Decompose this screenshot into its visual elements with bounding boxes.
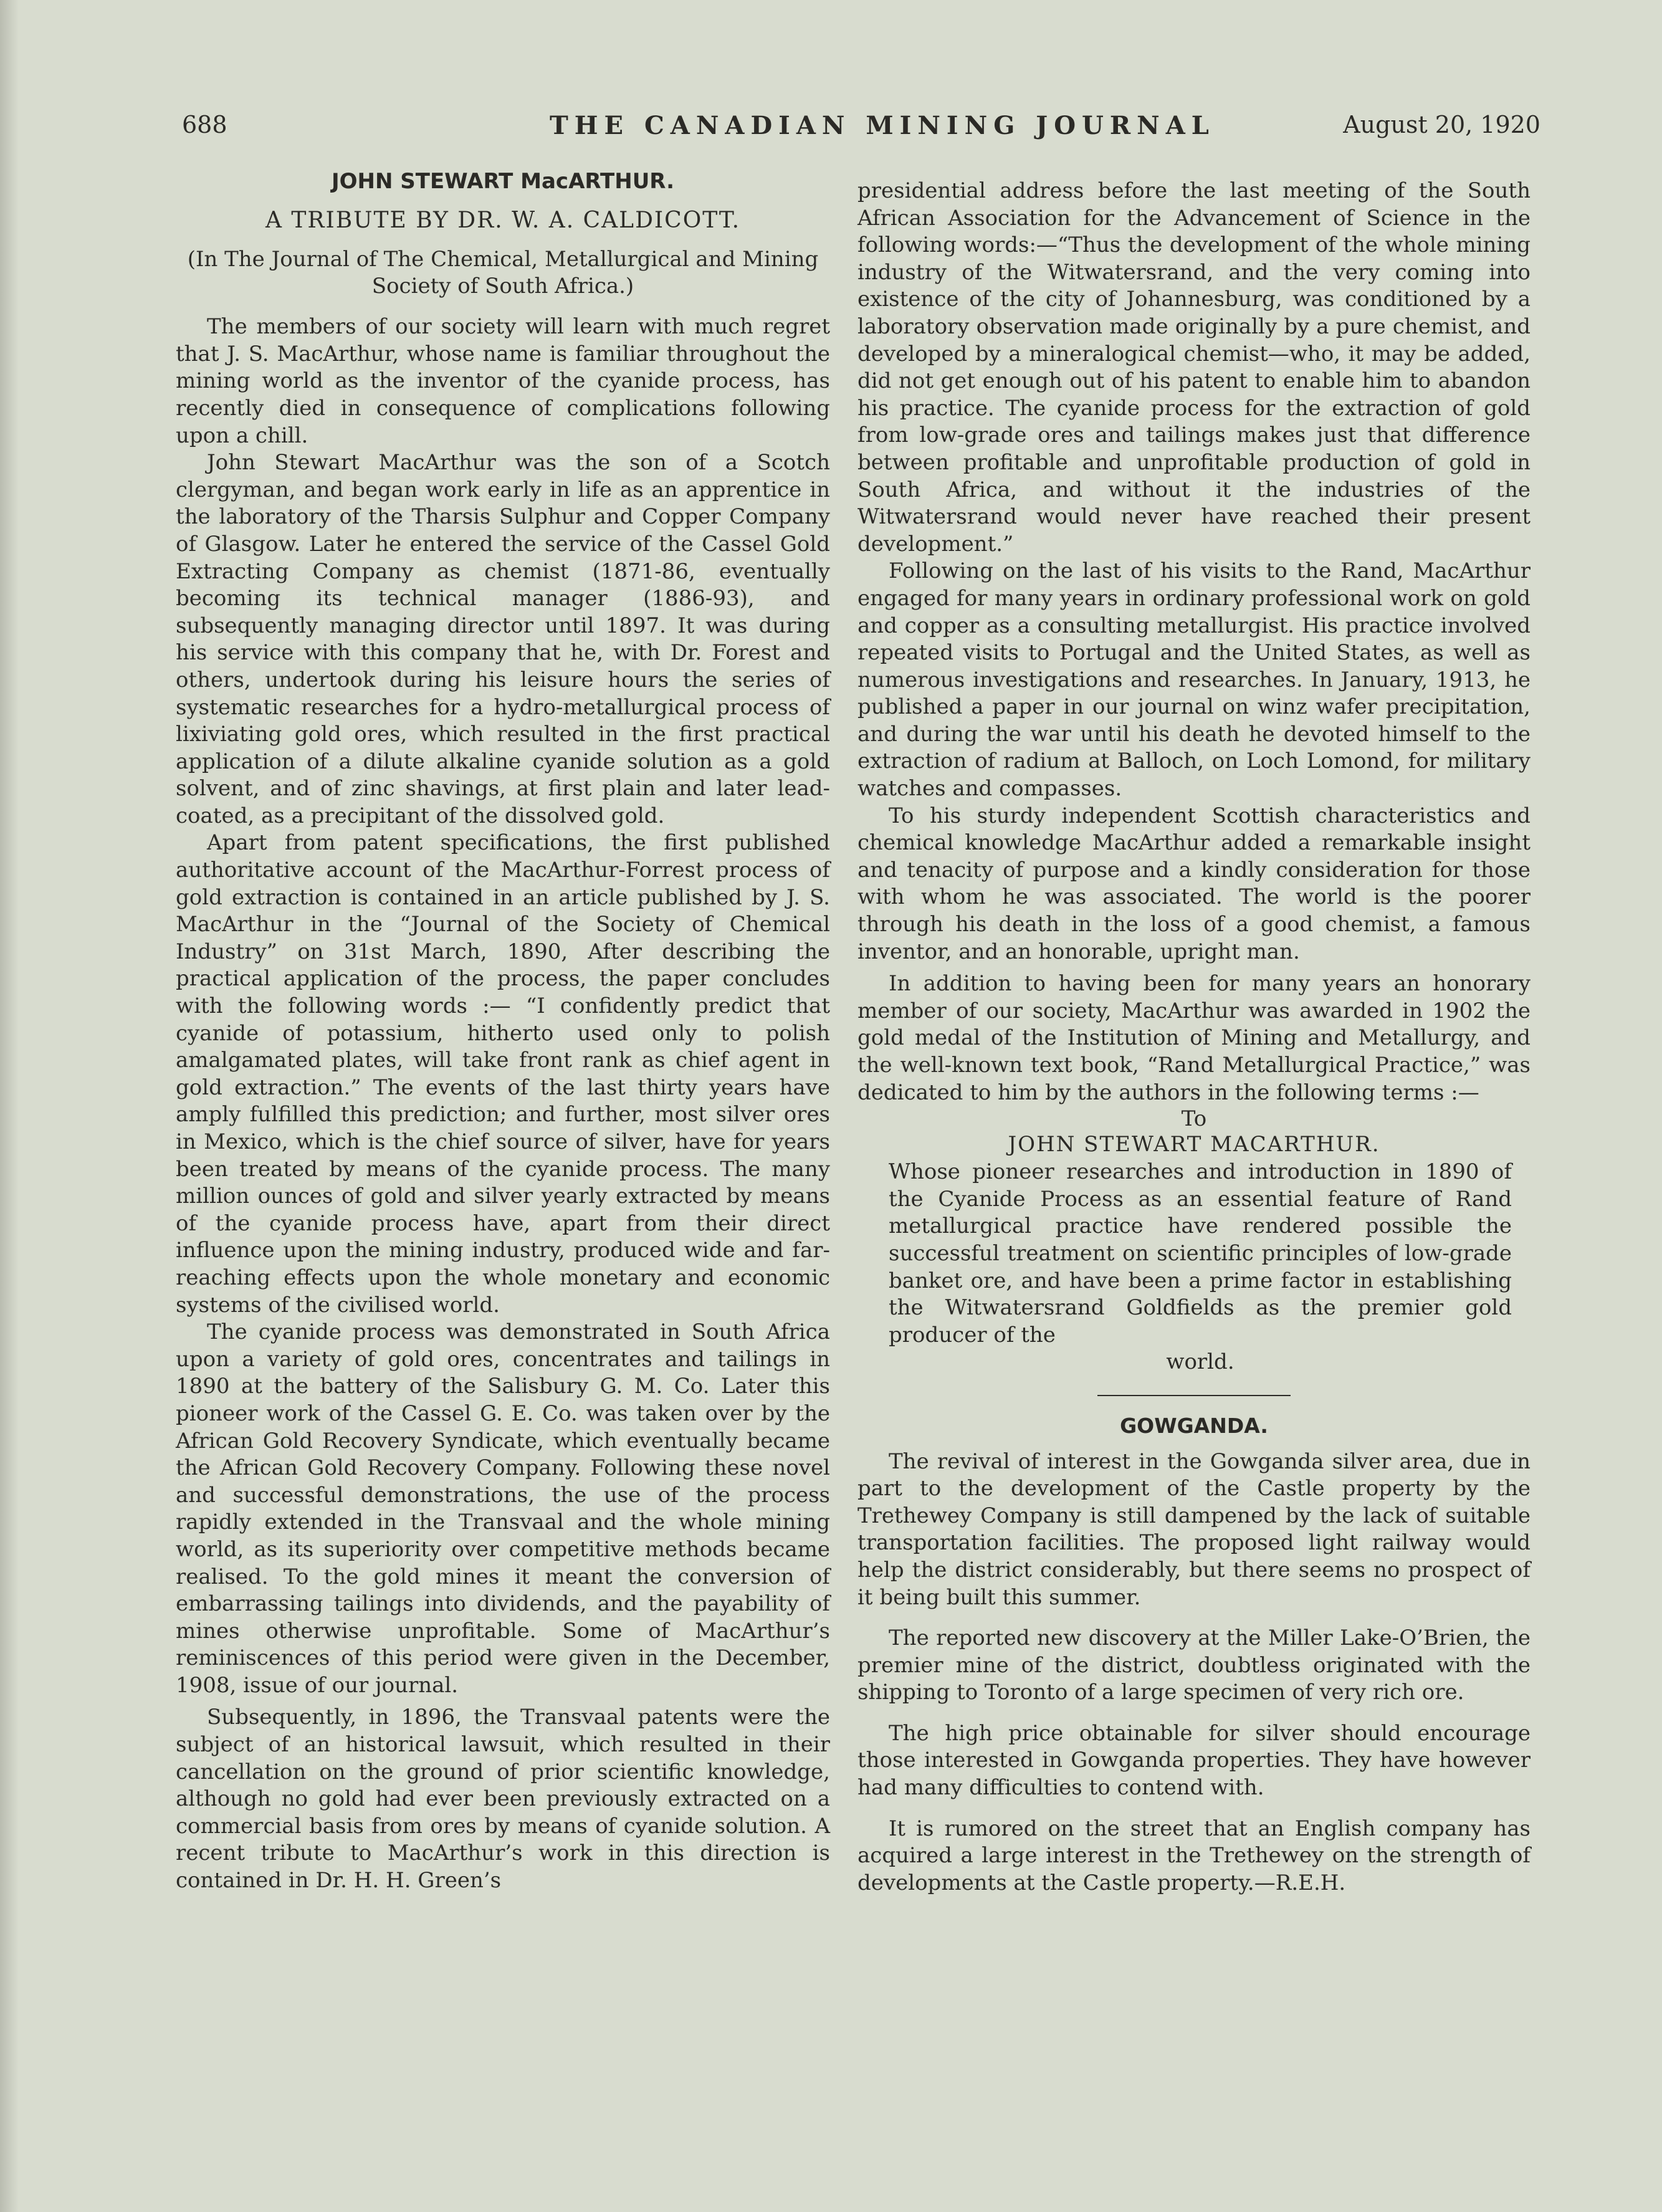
- paragraph: In addition to having been for many years an honorary member of our society, MacArthur was awarded in 1902 the gold medal of the Institution of Mining and Metallurgy, and the well-known text book, “Rand Metallurgical Practice,” was dedicated to him by the authors in the following terms :—: [857, 971, 1531, 1105]
- article-subtitle: A TRIBUTE BY DR. W. A. CALDICOTT.: [265, 207, 741, 233]
- dedication-body: Whose pioneer researches and introduction in 1890 of the Cyanide Process as an essential feature of Rand metallurgical practice have rendered possible the successful treatment on scientific principles of low-grade banket ore, and have been a prime factor in establishing the Witwatersrand Goldfields as the premier gold producer of the: [889, 1159, 1512, 1348]
- article-title: JOHN STEWART MacARTHUR.: [331, 169, 675, 194]
- section-divider: [1097, 1395, 1291, 1396]
- dedication-end: world.: [1166, 1349, 1235, 1375]
- right-column: [857, 178, 1531, 1897]
- paragraph: John Stewart MacArthur was the son of a Scotch clergyman, and began work early in life as an apprentice in the laboratory of the Tharsis Sulphur and Copper Company of Glasgow. Later he entered the service of the Cassel Gold Extracting Company as chemist (1871-86, eventually becoming its technical manager (1886-93), and subsequently managing director until 1897. It was during his service with this company that he, with Dr. Forest and others, undertook during his leisure hours the series of systematic researches for a hydro-metallurgical process of lixiviating gold ores, which resulted in the first practical application of a dilute alkaline cyanide solution as a gold solvent, and of zinc shavings, at first plain and later lead-coated, as a precipitant of the dissolved gold.: [176, 450, 830, 828]
- journal-title: THE CANADIAN MINING JOURNAL: [550, 111, 1215, 140]
- article-source: (In The Journal of The Chemical, Metallurgical and Mining Society of South Africa.): [187, 247, 819, 299]
- paragraph: Subsequently, in 1896, the Transvaal patents were the subject of an historical lawsuit, which resulted in their cancellation on the ground of prior scientific knowledge, although no gold had ever been previously extracted on a commercial basis from ores by means of cyanide solution. A recent tribute to MacArthur’s work in this direction is contained in Dr. H. H. Green’s: [176, 1705, 830, 1894]
- paragraph: Apart from patent specifications, the first published authoritative account of the MacArthur-Forrest process of gold extraction is contained in an article published by J. S. MacArthur in the “Journal of the Society of Chemical Industry” on 31st March, 1890, After describing the practical application of the process, the paper concludes with the following words :— “I confidently predict that cyanide of potassium, hitherto used only to polish amalgamated plates, will take front rank as chief agent in gold extraction.” The events of the last thirty years have amply fulfilled this prediction; and further, most silver ores in Mexico, which is the chief source of silver, have for years been treated by means of the cyanide process. The many million ounces of gold and silver yearly extracted by means of the cyanide process have, apart from their direct influence upon the mining industry, produced wide and far-reaching effects upon the whole monetary and economic systems of the civilised world.: [176, 830, 830, 1318]
- section-title: GOWGANDA.: [1120, 1413, 1268, 1438]
- dedication-name: JOHN STEWART MACARTHUR.: [1008, 1132, 1380, 1157]
- paragraph: Following on the last of his visits to the Rand, MacArthur engaged for many years in ordinary professional work on gold and copper as a consulting metallurgist. His practice involved repeated visits to Portugal and the United States, as well as numerous investigations and researches. In January, 1913, he published a paper in our journal on winz wafer precipitation, and during the war until his death he devoted himself to the extraction of radium at Balloch, on Loch Lomond, for military watches and compasses.: [857, 558, 1531, 802]
- left-column: [176, 168, 830, 1895]
- page-number: 688: [182, 111, 227, 138]
- paragraph: To his sturdy independent Scottish characteristics and chemical knowledge MacArthur added a remarkable insight and tenacity of purpose and a kindly consideration for those with whom he was associated. The world is the poorer through his death in the loss of a good chemist, a famous inventor, and an honorable, upright man.: [857, 803, 1531, 964]
- dedication-text: [889, 1159, 1512, 1376]
- paragraph: The high price obtainable for silver should encourage those interested in Gowganda properties. They have however had many difficulties to contend with.: [857, 1720, 1531, 1801]
- paragraph: It is rumored on the street that an English company has acquired a large interest in the Trethewey on the strength of developments at the Castle property.—R.E.H.: [857, 1816, 1531, 1895]
- dedication-to: To: [1181, 1106, 1207, 1132]
- paragraph: The reported new discovery at the Miller Lake-O’Brien, the premier mine of the district, doubtless originated with the shipping to Toronto of a large specimen of very rich ore.: [857, 1625, 1531, 1705]
- paragraph: The cyanide process was demonstrated in South Africa upon a variety of gold ores, concentrates and tailings in 1890 at the battery of the Salisbury G. M. Co. Later this pioneer work of the Cassel G. E. Co. was taken over by the African Gold Recovery Syndicate, which eventually became the African Gold Recovery Company. Following these novel and successful demonstrations, the use of the process rapidly extended in the Transvaal and the whole mining world, as its superiority over competitive methods became realised. To the gold mines it meant the conversion of embarrassing tailings into dividends, and the payability of mines otherwise unprofitable. Some of MacArthur’s reminiscences of this period were given in the December, 1908, issue of our journal.: [176, 1319, 830, 1698]
- paragraph: The members of our society will learn with much regret that J. S. MacArthur, whose name is familiar throughout the mining world as the inventor of the cyanide process, has recently died in consequence of complications following upon a chill.: [176, 314, 830, 448]
- page-header: [182, 111, 1540, 148]
- paragraph-continued: presidential address before the last meeting of the South African Association for the Advancement of Science in the following words:—“Thus the development of the whole mining industry of the Witwatersrand, and the very coming into existence of the city of Johannesburg, was conditioned by a laboratory observation made originally by a pure chemist, and developed by a mineralogical chemist—who, it may be added, did not get enough out of his patent to enable him to abandon his practice. The cyanide process for the extraction of gold from low-grade ores and tailings makes just that difference between profitable and unprofitable production of gold in South Africa, and without it the industries of the Witwatersrand would never have reached their present development.”: [857, 178, 1531, 557]
- paragraph: The revival of interest in the Gowganda silver area, due in part to the development of the Castle property by the Trethewey Company is still dampened by the lack of suitable transportation facilities. The proposed light railway would help the district considerably, but there seems no prospect of it being built this summer.: [857, 1448, 1531, 1610]
- page-edge: [0, 0, 19, 2212]
- issue-date: August 20, 1920: [1343, 111, 1540, 138]
